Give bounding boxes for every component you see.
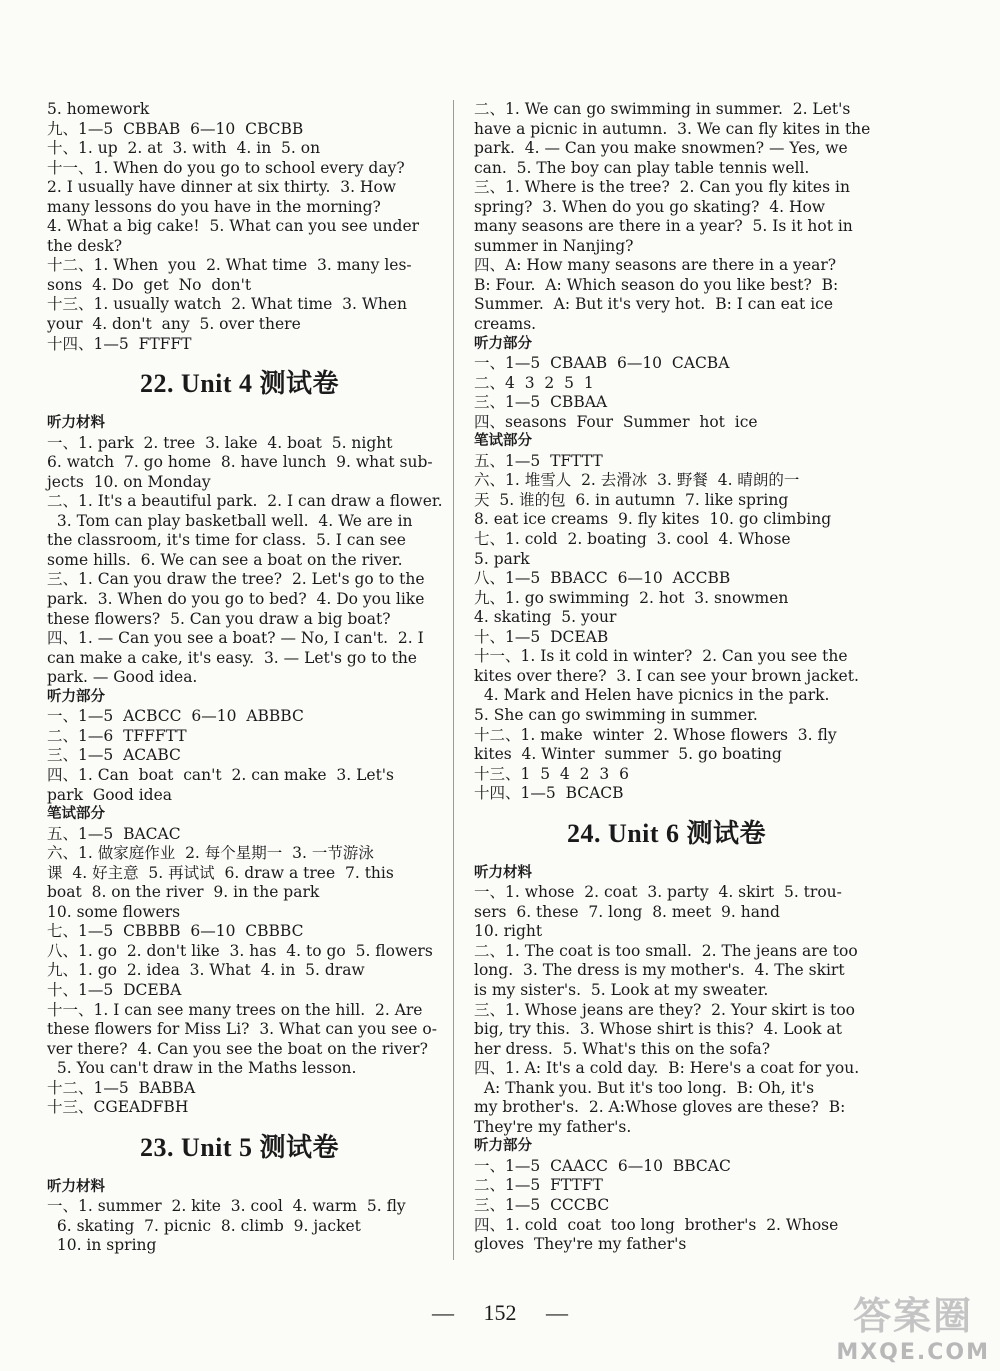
answer-line: jects 10. on Monday	[47, 472, 211, 491]
answer-line: 4. Mark and Helen have picnics in the park.	[474, 686, 830, 705]
answer-line: these flowers? 5. Can you draw a big boat?	[47, 609, 391, 628]
answer-line: 二、1—5 FTTFT	[474, 1176, 603, 1195]
answer-line: the desk?	[47, 236, 123, 255]
answer-line: her dress. 5. What's this on the sofa?	[474, 1039, 771, 1058]
answer-line: 一、1—5 CBAAB 6—10 CACBA	[474, 354, 730, 373]
answer-line: 五、1—5 TFTTT	[474, 451, 603, 470]
answer-line: 课 4. 好主意 5. 再试试 6. draw a tree 7. this	[47, 863, 394, 882]
answer-line: 二、1. It's a beautiful park. 2. I can draw a flower.	[47, 492, 443, 511]
answer-line: have a picnic in autumn. 3. We can fly kites in the	[474, 119, 871, 138]
answer-line: 三、1. Whose jeans are they? 2. Your skirt is too	[474, 1000, 856, 1019]
answer-line: ver there? 4. Can you see the boat on the river?	[47, 1039, 428, 1058]
answer-line: 十、1. up 2. at 3. with 4. in 5. on	[47, 139, 321, 158]
answer-line: 十三、1. usually watch 2. What time 3. When	[47, 295, 407, 314]
answer-line: 十二、1—5 BABBA	[47, 1078, 196, 1097]
watermark-url: MXQE.COM	[836, 1340, 990, 1365]
answer-line: your 4. don't any 5. over there	[47, 315, 301, 334]
answer-line: boat 8. on the river 9. in the park	[47, 883, 320, 902]
answer-line: 一、1. park 2. tree 3. lake 4. boat 5. night	[47, 433, 393, 452]
answer-line: B: Four. A: Which season do you like best? B:	[474, 275, 839, 294]
answer-line: 九、1. go 2. idea 3. What 4. in 5. draw	[47, 961, 365, 980]
answer-line: 十、1—5 DCEBA	[47, 980, 182, 999]
answer-line: They're my father's.	[474, 1117, 632, 1136]
answer-line: kites over there? 3. I can see your brown jacket.	[474, 666, 859, 685]
answer-line: 10. right	[474, 922, 543, 941]
answer-line: my brother's. 2. A:Whose gloves are these? B:	[474, 1098, 846, 1117]
column-divider	[453, 100, 454, 1260]
answer-line: 十二、1. When you 2. What time 3. many les-	[47, 256, 412, 275]
answer-line: summer in Nanjing?	[474, 236, 634, 255]
answer-line: 七、1. cold 2. boating 3. cool 4. Whose	[474, 530, 791, 549]
section-title: 22. Unit 4 测试卷	[139, 369, 340, 399]
answer-line: park. 3. When do you go to bed? 4. Do you like	[47, 590, 425, 609]
subsection-heading: 听力材料	[474, 864, 532, 881]
answer-line: 二、1—6 TFFFTT	[47, 726, 187, 745]
answer-line: 四、A: How many seasons are there in a year?	[474, 256, 837, 275]
left-column	[47, 100, 443, 1256]
answer-line: kites 4. Winter summer 5. go boating	[474, 745, 782, 764]
answer-line: 七、1—5 CBBBB 6—10 CBBBC	[47, 922, 304, 941]
answer-line: 6. watch 7. go home 8. have lunch 9. what sub-	[47, 453, 433, 472]
answer-line: 十一、1. I can see many trees on the hill. 2. Are	[47, 1000, 423, 1019]
answer-line: 八、1—5 BBACC 6—10 ACCBB	[474, 569, 731, 588]
answer-line: sons 4. Do get No don't	[47, 275, 252, 294]
answer-line: gloves They're my father's	[474, 1235, 687, 1254]
answer-line: 五、1—5 BACAC	[47, 824, 181, 843]
answer-line: 六、1. 堆雪人 2. 去滑冰 3. 野餐 4. 晴朗的一	[474, 471, 800, 490]
answer-line: 四、1. — Can you see a boat? — No, I can't. 2. I	[47, 629, 424, 648]
footer-dash-right: —	[546, 1300, 568, 1325]
answer-line: 四、1. cold coat too long brother's 2. Whose	[474, 1215, 839, 1234]
answer-line: 10. some flowers	[47, 902, 181, 921]
subsection-heading: 听力部分	[474, 1138, 532, 1155]
answer-line: 一、1. summer 2. kite 3. cool 4. warm 5. fly	[47, 1197, 406, 1216]
answer-line: 三、1. Where is the tree? 2. Can you fly kites in	[474, 178, 850, 197]
subsection-heading: 笔试部分	[47, 806, 105, 823]
answer-line: 十四、1—5 FTFFT	[47, 334, 192, 353]
answer-line: 3. Tom can play basketball well. 4. We are in	[47, 511, 413, 530]
answer-line: 一、1—5 CAACC 6—10 BBCAC	[474, 1156, 731, 1175]
answer-line: 三、1—5 CCCBC	[474, 1195, 610, 1214]
answer-line: many seasons are there in a year? 5. Is it hot in	[474, 217, 853, 236]
answer-line: 二、1. The coat is too small. 2. The jeans are too	[474, 941, 858, 960]
answer-line: 九、1—5 CBBAB 6—10 CBCBB	[47, 119, 304, 138]
answer-line: can. 5. The boy can play table tennis well.	[474, 158, 810, 177]
answer-line: 三、1—5 ACABC	[47, 746, 181, 765]
answer-line: is my sister's. 5. Look at my sweater.	[474, 980, 769, 999]
answer-line: 一、1. whose 2. coat 3. party 4. skirt 5. trou-	[474, 883, 842, 902]
answer-line: 4. What a big cake! 5. What can you see under	[47, 217, 420, 236]
subsection-heading: 听力材料	[47, 415, 105, 432]
watermark-text: 答案圈	[853, 1294, 974, 1338]
subsection-heading: 听力材料	[47, 1178, 105, 1195]
answer-line: 十三、CGEADFBH	[47, 1098, 189, 1117]
right-column	[474, 100, 871, 1255]
section-title: 24. Unit 6 测试卷	[566, 818, 767, 848]
section-title: 23. Unit 5 测试卷	[139, 1132, 340, 1162]
answer-line: 一、1—5 ACBCC 6—10 ABBBC	[47, 707, 304, 726]
answer-line: 六、1. 做家庭作业 2. 每个星期一 3. 一节游泳	[47, 844, 374, 863]
answer-line: Summer. A: But it's very hot. B: I can eat ice	[474, 295, 834, 314]
watermark-logo	[836, 1285, 990, 1365]
answer-line: 八、1. go 2. don't like 3. has 4. to go 5. flowers	[47, 941, 433, 960]
answer-line: spring? 3. When do you go skating? 4. How	[474, 197, 826, 216]
answer-line: 4. skating 5. your	[474, 608, 617, 627]
answer-line: 二、1. We can go swimming in summer. 2. Let's	[474, 100, 851, 118]
answer-line: long. 3. The dress is my mother's. 4. The skirt	[474, 961, 845, 980]
subsection-heading: 听力部分	[47, 688, 105, 705]
answer-line: 四、1. Can boat can't 2. can make 3. Let's	[47, 765, 395, 784]
answer-line: 九、1. go swimming 2. hot 3. snowmen	[474, 588, 789, 607]
answer-line: the classroom, it's time for class. 5. I can see	[47, 531, 406, 550]
answer-line: 5. You can't draw in the Maths lesson.	[47, 1059, 357, 1078]
answer-line: 十一、1. When do you go to school every day?	[47, 158, 405, 177]
answer-line: A: Thank you. But it's too long. B: Oh, it's	[474, 1078, 815, 1097]
answer-line: 十四、1—5 BCACB	[474, 784, 624, 803]
subsection-heading: 听力部分	[474, 335, 532, 352]
answer-line: 天 5. 谁的包 6. in autumn 7. like spring	[474, 490, 789, 509]
answer-line: 十一、1. Is it cold in winter? 2. Can you see the	[474, 647, 848, 666]
answer-line: 5. homework	[47, 100, 150, 118]
answer-line: 二、4 3 2 5 1	[474, 373, 594, 392]
answer-line: big, try this. 3. Whose shirt is this? 4. Look at	[474, 1020, 842, 1039]
answer-line: 四、seasons Four Summer hot ice	[474, 412, 758, 431]
answer-line: 2. I usually have dinner at six thirty. 3. How	[47, 178, 397, 197]
answer-line: 8. eat ice creams 9. fly kites 10. go climbing	[474, 510, 832, 529]
answer-line: these flowers for Miss Li? 3. What can you see o-	[47, 1020, 437, 1039]
answer-line: 5. She can go swimming in summer.	[474, 705, 758, 724]
answer-line: 十、1—5 DCEAB	[474, 627, 609, 646]
answer-line: park. — Good idea.	[47, 668, 198, 687]
answer-line: sers 6. these 7. long 8. meet 9. hand	[474, 902, 780, 921]
answer-line: park Good idea	[47, 785, 173, 804]
footer-dash-left: —	[432, 1300, 454, 1325]
answer-line: park. 4. — Can you make snowmen? — Yes, we	[474, 139, 848, 158]
answer-line: 6. skating 7. picnic 8. climb 9. jacket	[47, 1216, 361, 1235]
answer-line: 三、1—5 CBBAA	[474, 393, 608, 412]
answer-line: 10. in spring	[47, 1236, 157, 1255]
answer-line: 十二、1. make winter 2. Whose flowers 3. fly	[474, 725, 837, 744]
answer-line: 十三、1 5 4 2 3 6	[474, 764, 629, 783]
answer-line: many lessons do you have in the morning?	[47, 197, 381, 216]
answer-line: creams.	[474, 315, 537, 334]
answer-line: 三、1. Can you draw the tree? 2. Let's go to the	[47, 570, 425, 589]
subsection-heading: 笔试部分	[474, 433, 532, 450]
page-number: 152	[483, 1300, 517, 1325]
answer-line: can make a cake, it's easy. 3. — Let's go to the	[47, 648, 417, 667]
answer-line: some hills. 6. We can see a boat on the river.	[47, 550, 403, 569]
answer-line: 四、1. A: It's a cold day. B: Here's a coat for you.	[474, 1059, 860, 1078]
answer-line: 5. park	[474, 549, 530, 568]
